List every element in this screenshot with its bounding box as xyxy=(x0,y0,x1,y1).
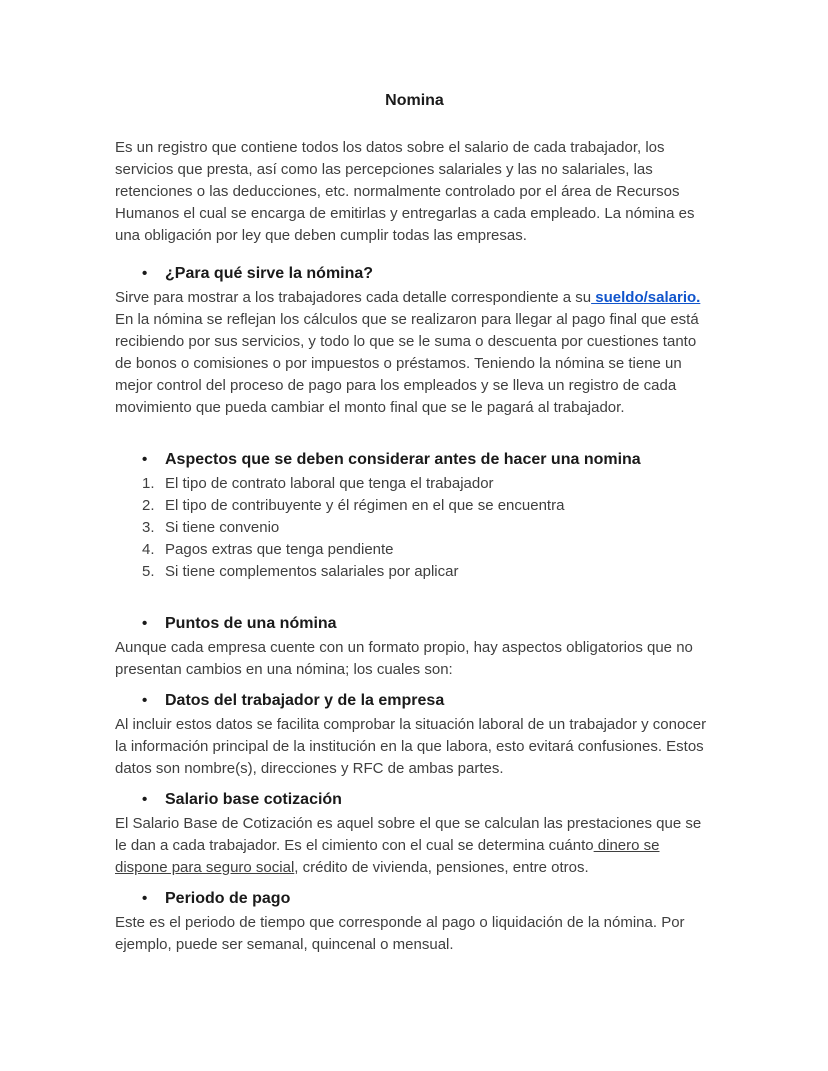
bullet-icon: • xyxy=(142,692,148,709)
intro-paragraph: Es un registro que contiene todos los datos sobre el salario de cada trabajador, los servicios que presta, así como las percepciones salariales y las no salariales, las retenciones o las deducciones, etc. normalmente controlado por el área de Recursos Humanos el cual se encarga de emitirlas y entregarlas a cada empleado. La nómina es una obligación por ley que deben cumplir todas las empresas. xyxy=(115,139,695,244)
periodo-body-paragraph: Este es el periodo de tiempo que corresponde al pago o liquidación de la nómina. Por ejemplo, puede ser semanal, quincenal o mensual. xyxy=(115,914,685,953)
salario-body-before: El Salario Base de Cotización es aquel sobre el que se calculan las prestaciones que se le dan a cada trabajador. Es el cimiento con el cual se determina cuánto xyxy=(115,815,702,854)
datos-body-paragraph: Al incluir estos datos se facilita comprobar la situación laboral de un trabajador y conocer la información principal de la institución en la que labora, esto evitará confusiones. Estos datos son nombre(s), direcciones y RFC de ambas partes. xyxy=(115,716,707,777)
section-heading-text: Puntos de una nómina xyxy=(165,615,337,632)
section-heading-text: Aspectos que se deben considerar antes de hacer una nomina xyxy=(165,451,641,468)
bullet-icon: • xyxy=(142,265,148,282)
bullet-icon: • xyxy=(142,791,148,808)
section-heading-periodo xyxy=(115,888,714,910)
section-heading-text: Datos del trabajador y de la empresa xyxy=(165,692,445,709)
document-title: Nomina xyxy=(385,92,444,109)
aspects-numbered-list xyxy=(115,473,714,583)
list-item-number: 3. xyxy=(142,519,155,536)
list-item-number: 2. xyxy=(142,497,155,514)
list-item xyxy=(115,561,714,583)
section-heading-aspects xyxy=(115,449,714,471)
section-heading-datos xyxy=(115,690,714,712)
list-item-text: Si tiene convenio xyxy=(165,519,280,536)
section-heading-purpose xyxy=(115,263,714,285)
salario-underlined-text: dinero se dispone para seguro social xyxy=(115,837,660,876)
bullet-icon: • xyxy=(142,890,148,907)
list-item xyxy=(115,517,714,539)
sueldo-salario-link[interactable]: sueldo/salario. xyxy=(591,289,701,306)
list-item-text: El tipo de contribuyente y él régimen en el que se encuentra xyxy=(165,497,565,514)
salario-body-paragraph xyxy=(115,813,714,879)
bullet-icon: • xyxy=(142,615,148,632)
list-item-number: 4. xyxy=(142,541,155,558)
purpose-intro-text: Sirve para mostrar a los trabajadores cada detalle correspondiente a su xyxy=(115,289,592,306)
list-item-number: 1. xyxy=(142,475,155,492)
list-item-text: Si tiene complementos salariales por aplicar xyxy=(165,563,459,580)
section-heading-salario xyxy=(115,789,714,811)
list-item xyxy=(115,473,714,495)
section-heading-text: Salario base cotización xyxy=(165,791,342,808)
list-item-text: Pagos extras que tenga pendiente xyxy=(165,541,394,558)
list-item xyxy=(115,495,714,517)
salario-body-after: , crédito de vivienda, pensiones, entre otros. xyxy=(294,859,589,876)
bullet-icon: • xyxy=(142,451,148,468)
list-item-text: El tipo de contrato laboral que tenga el trabajador xyxy=(165,475,494,492)
section-heading-text: ¿Para qué sirve la nómina? xyxy=(165,265,374,282)
section-heading-puntos xyxy=(115,613,714,635)
puntos-body-paragraph: Aunque cada empresa cuente con un formato propio, hay aspectos obligatorios que no presentan cambios en una nómina; los cuales son: xyxy=(115,639,693,678)
list-item-number: 5. xyxy=(142,563,155,580)
section-heading-text: Periodo de pago xyxy=(165,890,291,907)
list-item xyxy=(115,539,714,561)
purpose-body-paragraph: En la nómina se reflejan los cálculos que se realizaron para llegar al pago final que está recibiendo por sus servicios, y todo lo que se le suma o descuenta por cuestiones tanto de bonos o comisiones o por impuestos o préstamos. Teniendo la nómina se tiene un mejor control del proceso de pago para los empleados y se lleva un registro de cada movimiento que pueda cambiar el monto final que se le pagará al trabajador. xyxy=(115,311,699,416)
purpose-intro-paragraph xyxy=(115,287,714,309)
